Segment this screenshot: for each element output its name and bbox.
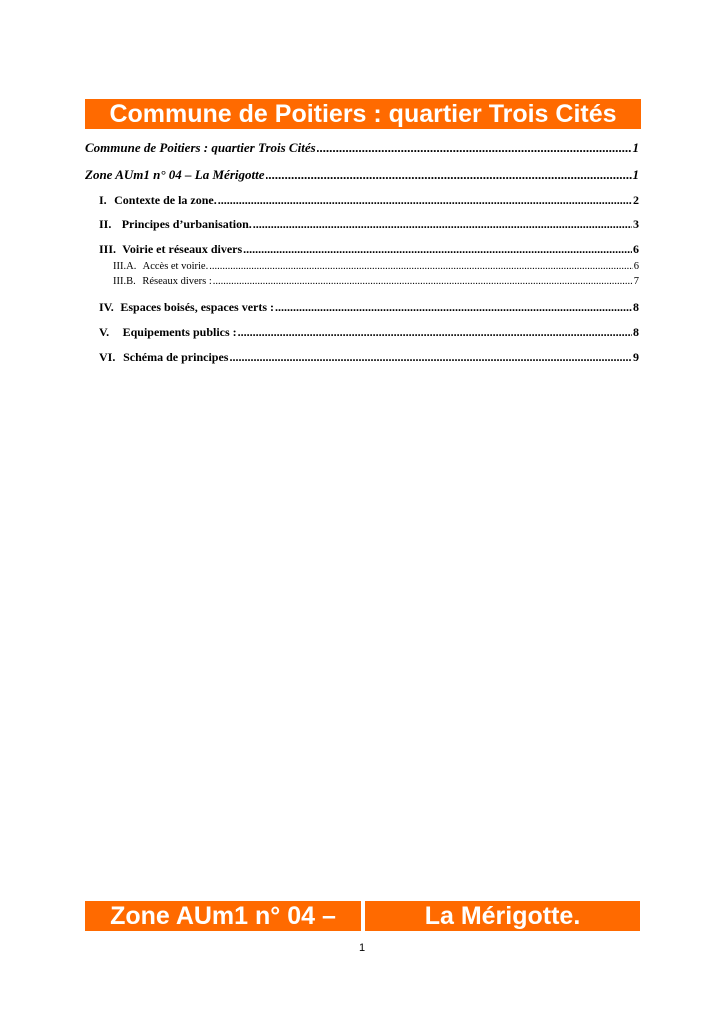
toc-entry-label: Voirie et réseaux divers	[122, 242, 243, 256]
toc-entry-section-vi[interactable]	[99, 350, 639, 365]
toc-entry-page: 2	[633, 193, 639, 207]
toc-entry-page: 8	[633, 325, 639, 339]
toc-entry-label: Espaces boisés, espaces verts :	[120, 300, 275, 314]
toc-entry-page: 1	[632, 140, 639, 155]
toc-entry-section-iii[interactable]	[99, 242, 639, 257]
toc-dot-leader	[253, 217, 632, 232]
toc-entry-label: Principes d’urbanisation.	[121, 217, 252, 231]
toc-entry-section-v[interactable]	[99, 325, 639, 340]
toc-entry-page: 6	[633, 261, 639, 272]
toc-entry-page: 1	[632, 167, 639, 182]
toc-dot-leader	[266, 167, 632, 183]
toc-entry-page: 3	[633, 217, 639, 231]
toc-entry-label: Accès et voirie.	[142, 261, 209, 272]
toc-dot-leader	[209, 261, 633, 272]
toc-dot-leader	[213, 276, 633, 287]
toc-entry-commune[interactable]	[85, 140, 639, 156]
toc-dot-leader	[275, 300, 632, 315]
zone-name-banner: La Mérigotte.	[365, 901, 640, 931]
toc-entry-number: III.B.	[113, 276, 136, 287]
toc-entry-number: III.	[99, 242, 117, 256]
toc-entry-subsection-iii-a[interactable]	[113, 261, 639, 272]
toc-entry-number: II.	[99, 217, 112, 231]
toc-entry-number: I.	[99, 193, 107, 207]
toc-entry-page: 9	[633, 350, 639, 364]
toc-entry-zone[interactable]	[85, 167, 639, 183]
toc-dot-leader	[317, 140, 632, 156]
toc-entry-label: Schéma de principes	[123, 350, 229, 364]
toc-entry-number: III.A.	[113, 261, 137, 272]
toc-dot-leader	[243, 242, 632, 257]
toc-entry-label: Réseaux divers :	[142, 276, 212, 287]
toc-entry-page: 7	[633, 276, 639, 287]
toc-entry-number: IV.	[99, 300, 114, 314]
toc-dot-leader	[218, 193, 632, 208]
toc-entry-label: Equipements publics :	[122, 325, 237, 339]
toc-dot-leader	[238, 325, 632, 340]
toc-entry-section-ii[interactable]	[99, 217, 639, 232]
toc-entry-label: Commune de Poitiers : quartier Trois Cités	[85, 140, 316, 155]
toc-entry-page: 8	[633, 300, 639, 314]
toc-entry-number: VI.	[99, 350, 116, 364]
toc-entry-label: Contexte de la zone.	[114, 193, 217, 207]
page-number: 1	[358, 942, 366, 954]
toc-dot-leader	[229, 350, 632, 365]
toc-entry-label: Zone AUm1 n° 04 – La Mérigotte	[85, 167, 265, 182]
zone-title-banner: Zone AUm1 n° 04 –	[85, 901, 361, 931]
toc-entry-page: 6	[633, 242, 639, 256]
toc-entry-number: V.	[99, 325, 110, 339]
toc-entry-section-iv[interactable]	[99, 300, 639, 315]
document-title-banner: Commune de Poitiers : quartier Trois Cités	[85, 99, 641, 129]
toc-entry-section-i[interactable]	[99, 193, 639, 208]
toc-entry-subsection-iii-b[interactable]	[113, 276, 639, 287]
